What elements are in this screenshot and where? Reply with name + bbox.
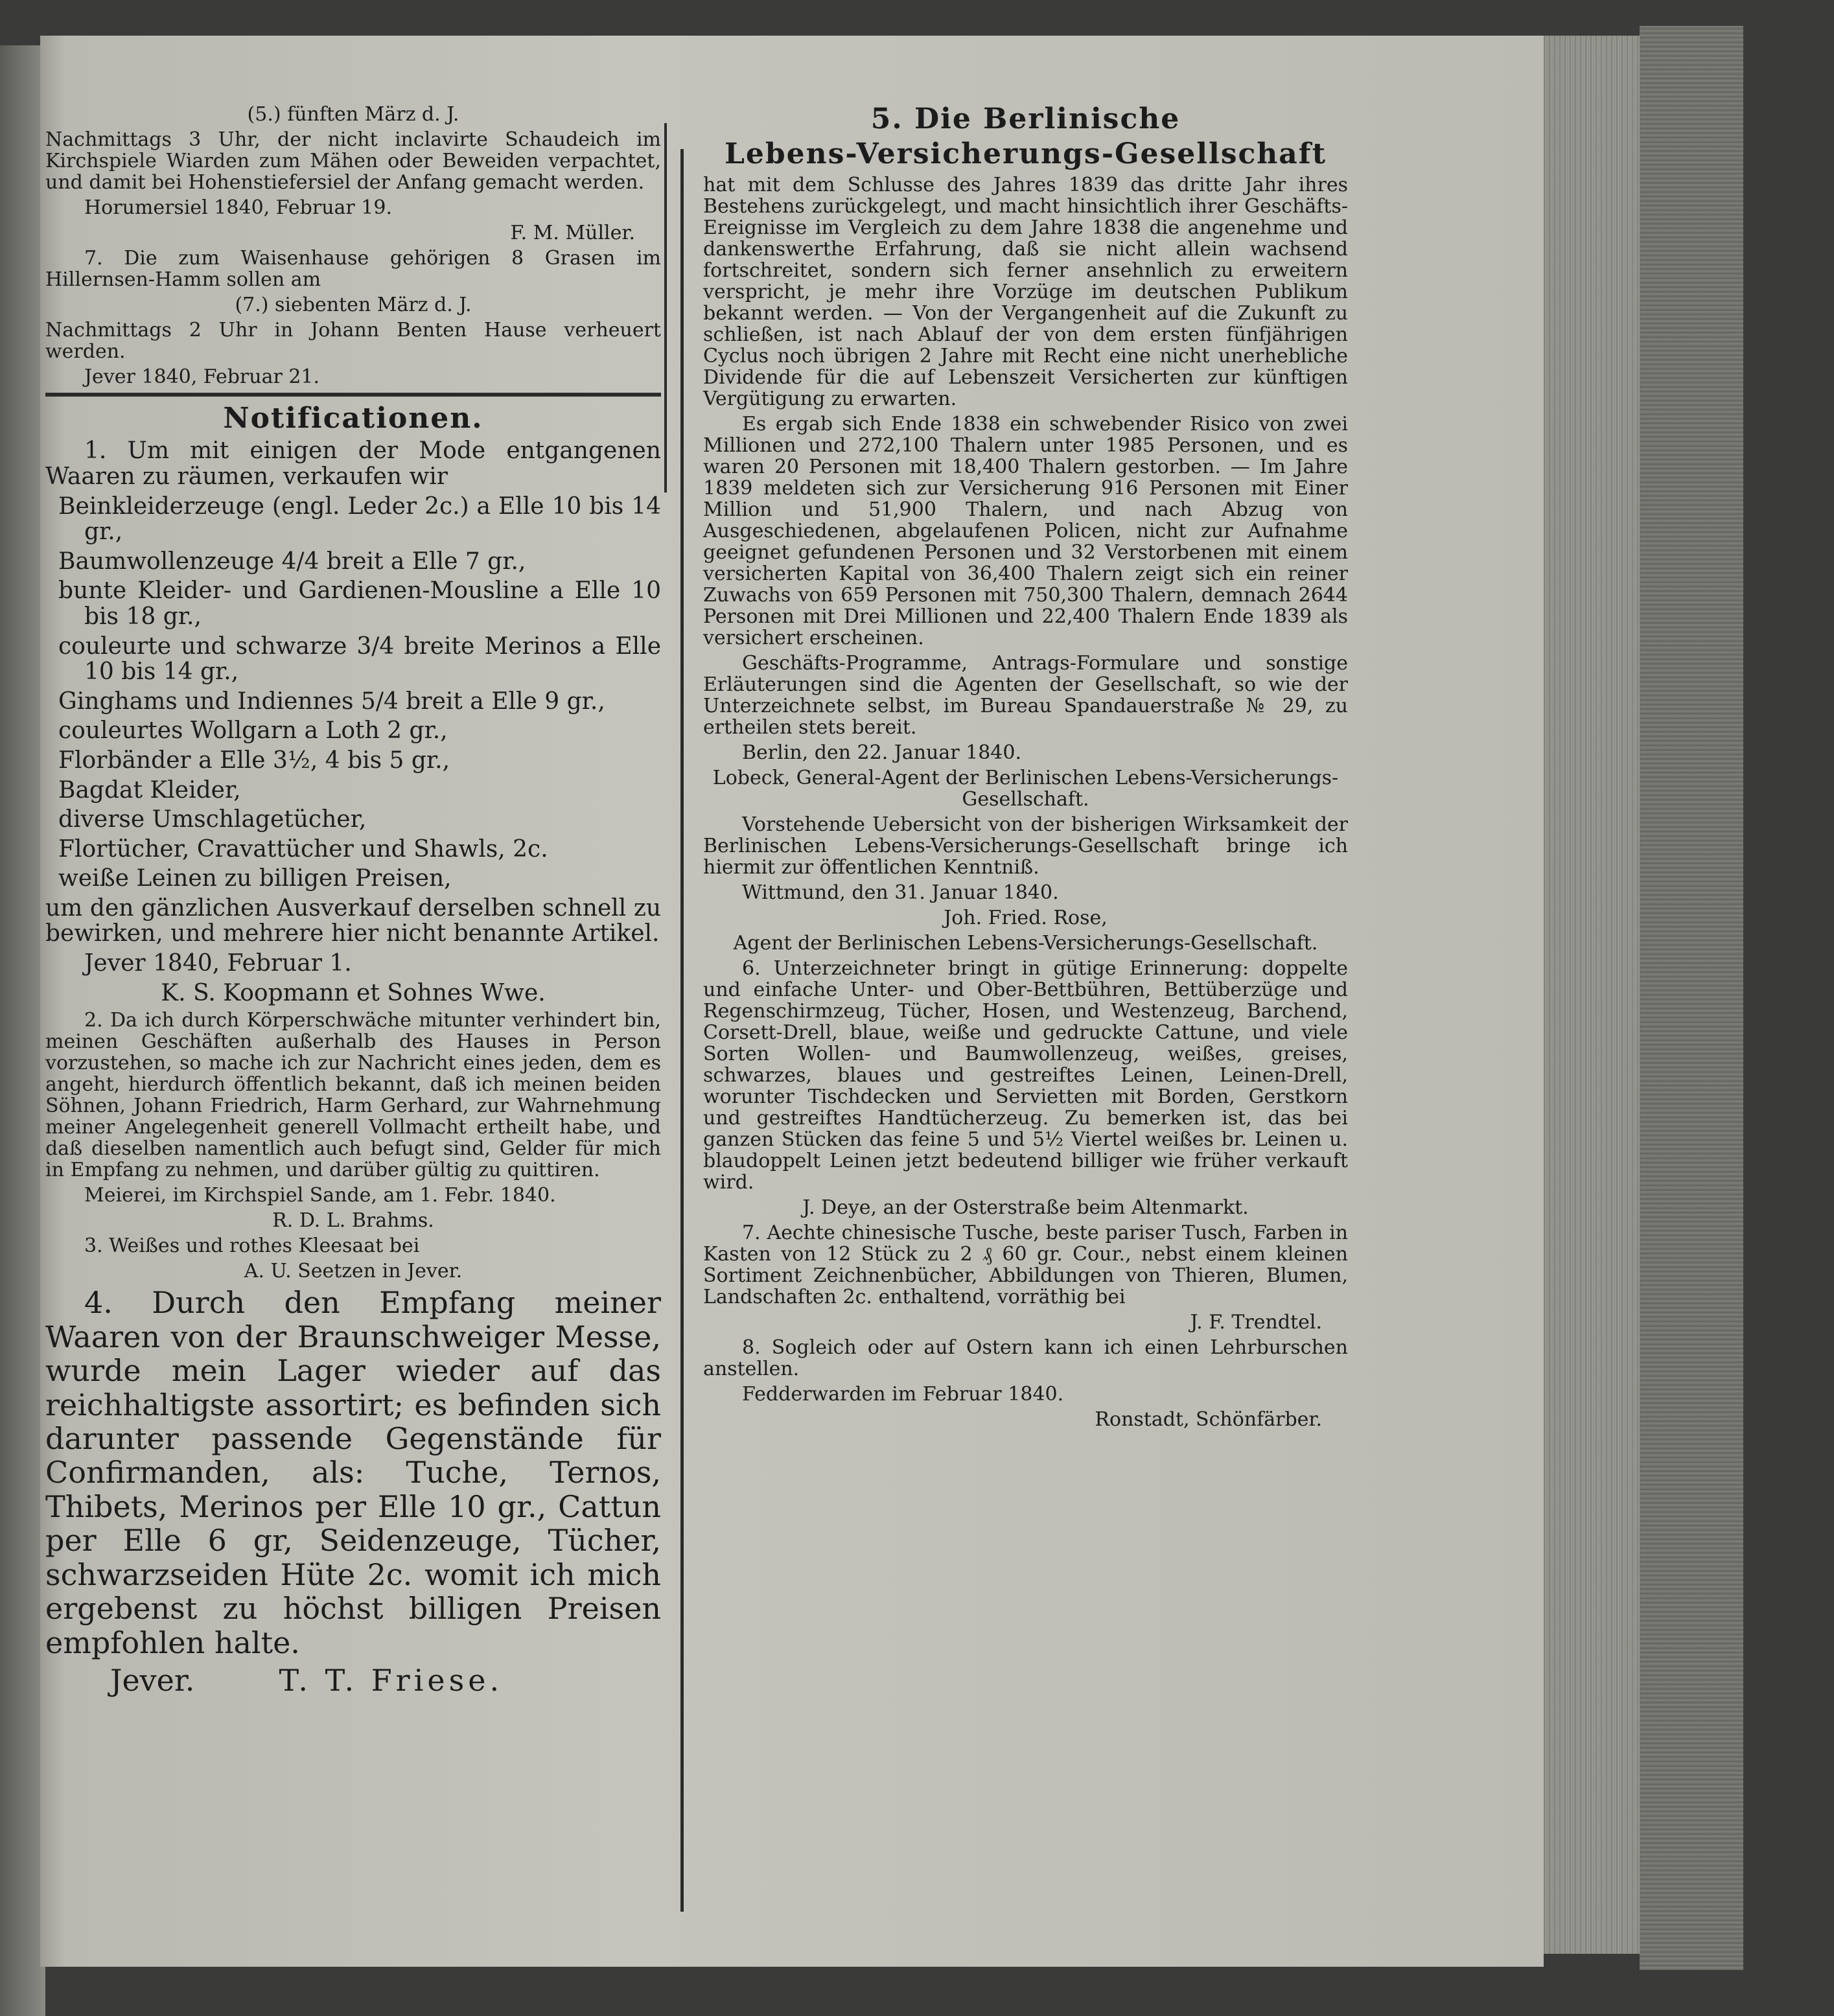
ad-signature: K. S. Koopmann et Sohnes Wwe. <box>161 979 546 1006</box>
ad-item: Baumwollenzeuge 4/4 breit a Elle 7 gr., <box>58 548 526 575</box>
ad-item: couleurte und schwarze 3/4 breite Merinos a Elle 10 bis 14 gr., <box>58 632 661 686</box>
ad-text: hat mit dem Schlusse des Jahres 1839 das dritte Jahr ihres Bestehens zurückgelegt, und macht hinsichtlich ihrer Geschäfts-Ereignisse im Vergleich zu dem Jahre 1838 die angenehme und dankenswerthe Erfahrung, daß sie nicht allein wachsend fortschreitet, sondern sich ferner ansehnlich zu erweitern verspricht, je mehr ihre Vorzüge im deutschen Publikum bekannt werden. — Von der Vergangenheit auf die Zukunft zu schließen, ist nach Ablauf der von dem ersten fünfjährigen Cyclus noch übrigen 2 Jahre mit Recht eine nicht unerhebliche Dividende für die auf Lebenszeit Versicherten zur künftigen Vergütigung zu erwarten. <box>703 173 1348 410</box>
notice-place-date: Meierei, im Kirchspiel Sande, am 1. Febr. 1840. <box>84 1184 556 1207</box>
notice-text: Nachmittags 2 Uhr in Johann Benten Hause verheuert werden. <box>45 319 661 363</box>
notice-signature: R. D. L. Brahms. <box>272 1209 434 1233</box>
ad-text: um den gänzlichen Ausverkauf derselben schnell zu bewirken, und mehrere hier nicht benannte Artikel. <box>45 894 661 947</box>
notice-text: Nachmittags 3 Uhr, der nicht inclavirte Schaudeich im Kirchspiele Wiarden zum Mähen oder Beweiden verpachtet, und damit bei Hohenstiefersiel der Anfang gemacht werden. <box>45 128 661 194</box>
notice-place-date: Horumersiel 1840, Februar 19. <box>84 196 392 219</box>
ad-place-date: Fedderwarden im Februar 1840. <box>742 1382 1064 1406</box>
ad-heading: Lebens-Versicherungs-Gesellschaft <box>724 137 1327 171</box>
ad-item: Beinkleiderzeuge (engl. Leder 2c.) a Elle 10 bis 14 gr., <box>58 492 661 546</box>
book-binding-edge <box>1640 26 1743 1970</box>
notice-date-line: (7.) siebenten März d. J. <box>235 294 472 316</box>
column-rule <box>680 149 684 1912</box>
ad-item: Bagdat Kleider, <box>58 776 241 804</box>
ad-item: Flortücher, Cravattücher und Shawls, 2c. <box>58 835 548 863</box>
large-ad-signature: T. T. Friese. <box>279 1663 504 1698</box>
ad-text: 6. Unterzeichneter bringt in gütige Erinnerung: doppelte und einfache Unter- und Ober-Bettbühren, Bettüberzüge und Regenschirmzeug, Tücher, Hosen, und Westenzeug, Barchend, Corsett-Drell, blaue, weiße und gedruckte Cattune, und viele Sorten Wollen- und Baumwollenzeug, weißes, greises, schwarzes, blaues und gestreiftes Leinen, Leinen-Drell, worunter Tischdecken und Servietten mit Borden, Gerstkorn und gestreiftes Handtücherzeug. Zu bemerken ist, das bei ganzen Stücken das feine 5 und 5½ Viertel weißes br. Leinen u. blaudoppelt Leinen jetzt bedeutend billiger wie früher verkauft wird. <box>703 956 1348 1194</box>
ad-item: diverse Umschlagetücher, <box>58 806 367 833</box>
previous-page-edge <box>0 45 45 2016</box>
ad-item: couleurtes Wollgarn a Loth 2 gr., <box>58 717 448 745</box>
ad-signature: Lobeck, General-Agent der Berlinischen Lebens-Versicherungs-Gesellschaft. <box>712 766 1339 811</box>
notice-signature: F. M. Müller. <box>510 222 635 244</box>
notice-text: 7. Die zum Waisenhause gehörigen 8 Grasen im Hillernsen-Hamm sollen am <box>45 247 661 291</box>
ad-text: 1. Um mit einigen der Mode entgangenen Waaren zu räumen, verkaufen wir <box>45 437 661 490</box>
left-column <box>45 104 661 1702</box>
ad-item: Florbänder a Elle 3½, 4 bis 5 gr., <box>58 747 450 774</box>
column-rule-top <box>664 123 667 492</box>
notice-text: 2. Da ich durch Körperschwäche mitunter verhindert bin, meinen Geschäften außerhalb des Hauses in Person vorzustehen, so mache ich zur Nachricht eines jeden, dem es angeht, hierdurch öffentlich bekannt, daß ich meinen beiden Söhnen, Johann Friedrich, Harm Gerhard, zur Wahrnehmung meiner Angelegenheit generell Vollmacht ertheilt habe, und daß dieselben namentlich auch befugt sind, Gelder für mich in Empfang zu nehmen, und darüber gültig zu quittiren. <box>45 1009 661 1182</box>
ad-heading: 5. Die Berlinische <box>870 102 1181 135</box>
notice-date-line: (5.) fünften März d. J. <box>247 103 459 126</box>
large-ad-place: Jever. <box>110 1663 195 1698</box>
ad-text: 8. Sogleich oder auf Ostern kann ich einen Lehrburschen anstellen. <box>703 1336 1348 1380</box>
ad-item: bunte Kleider- und Gardienen-Mousline a Elle 10 bis 18 gr., <box>58 577 661 630</box>
ad-signature: J. F. Trendtel. <box>1190 1310 1322 1334</box>
ad-signature: Ronstadt, Schönfärber. <box>1095 1408 1322 1431</box>
ad-text: Vorstehende Uebersicht von der bisherigen Wirksamkeit der Berlinischen Lebens-Versicherungs-Gesellschaft bringe ich hiermit zur öffentlichen Kenntniß. <box>703 813 1348 879</box>
right-column <box>703 104 1348 1434</box>
large-ad-text: 4. Durch den Empfang meiner Waaren von der Braunschweiger Messe, wurde mein Lager wieder auf das reichhaltigste assortirt; es befinden sich darunter passende Gegenstände für Confirmanden, als: Tuche, Ternos, Thibets, Merinos per Elle 10 gr., Cattun per Elle 6 gr, Seidenzeuge, Tücher, schwarzseiden Hüte 2c. womit ich mich ergebenst zu höchst billigen Preisen empfohlen halte. <box>45 1285 661 1660</box>
section-heading: Notificationen. <box>223 402 483 435</box>
ad-item: weiße Leinen zu billigen Preisen, <box>58 865 452 892</box>
ad-text: Es ergab sich Ende 1838 ein schwebender Risico von zwei Millionen und 272,100 Thalern unter 1985 Personen, und es waren 20 Personen mit 18,400 Thalern gestorben. — Im Jahre 1839 meldeten sich zur Versicherung 916 Personen mit Einer Million und 51,900 Thalern, und nach Abzug von Ausgeschiedenen, abgelaufenen Policen, nicht zur Aufnahme geeignet gefundenen Personen und 32 Verstorbenen mit einem versicherten Kapital von 36,400 Thalern zeigt sich ein reiner Zuwachs von 659 Personen mit 750,300 Thalern, demnach 2644 Personen mit Drei Millionen und 22,400 Thalern Ende 1839 als versichert erscheinen. <box>703 412 1348 649</box>
ad-place-date: Wittmund, den 31. Januar 1840. <box>742 881 1059 904</box>
ad-place-date: Jever 1840, Februar 1. <box>84 950 352 977</box>
ad-signature: Joh. Fried. Rose, <box>944 906 1108 929</box>
section-rule <box>45 393 661 397</box>
notice-place-date: Jever 1840, Februar 21. <box>84 365 320 388</box>
notice-signature: A. U. Seetzen in Jever. <box>244 1260 463 1283</box>
ad-signature: J. Deye, an der Osterstraße beim Altenmarkt. <box>802 1196 1249 1219</box>
large-ad-footer <box>45 1663 661 1697</box>
notice-text: 3. Weißes und rothes Kleesaat bei <box>84 1234 420 1258</box>
ad-text: 7. Aechte chinesische Tusche, beste pariser Tusch, Farben in Kasten von 12 Stück zu 2 ₰ 60 gr. Cour., nebst einem kleinen Sortiment Zeichnenbücher, Abbildungen von Thieren, Blumen, Landschaften 2c. enthaltend, vorräthig bei <box>703 1221 1348 1308</box>
ad-text: Geschäfts-Programme, Antrags-Formulare und sonstige Erläuterungen sind die Agenten der Gesellschaft, so wie der Unterzeichnete selbst, im Bureau Spandauerstraße № 29, zu ertheilen stets bereit. <box>703 651 1348 739</box>
ad-signature: Agent der Berlinischen Lebens-Versicherungs-Gesellschaft. <box>733 931 1318 955</box>
ad-place-date: Berlin, den 22. Januar 1840. <box>742 741 1021 764</box>
ad-item: Ginghams und Indiennes 5/4 breit a Elle 9 gr., <box>58 688 605 715</box>
